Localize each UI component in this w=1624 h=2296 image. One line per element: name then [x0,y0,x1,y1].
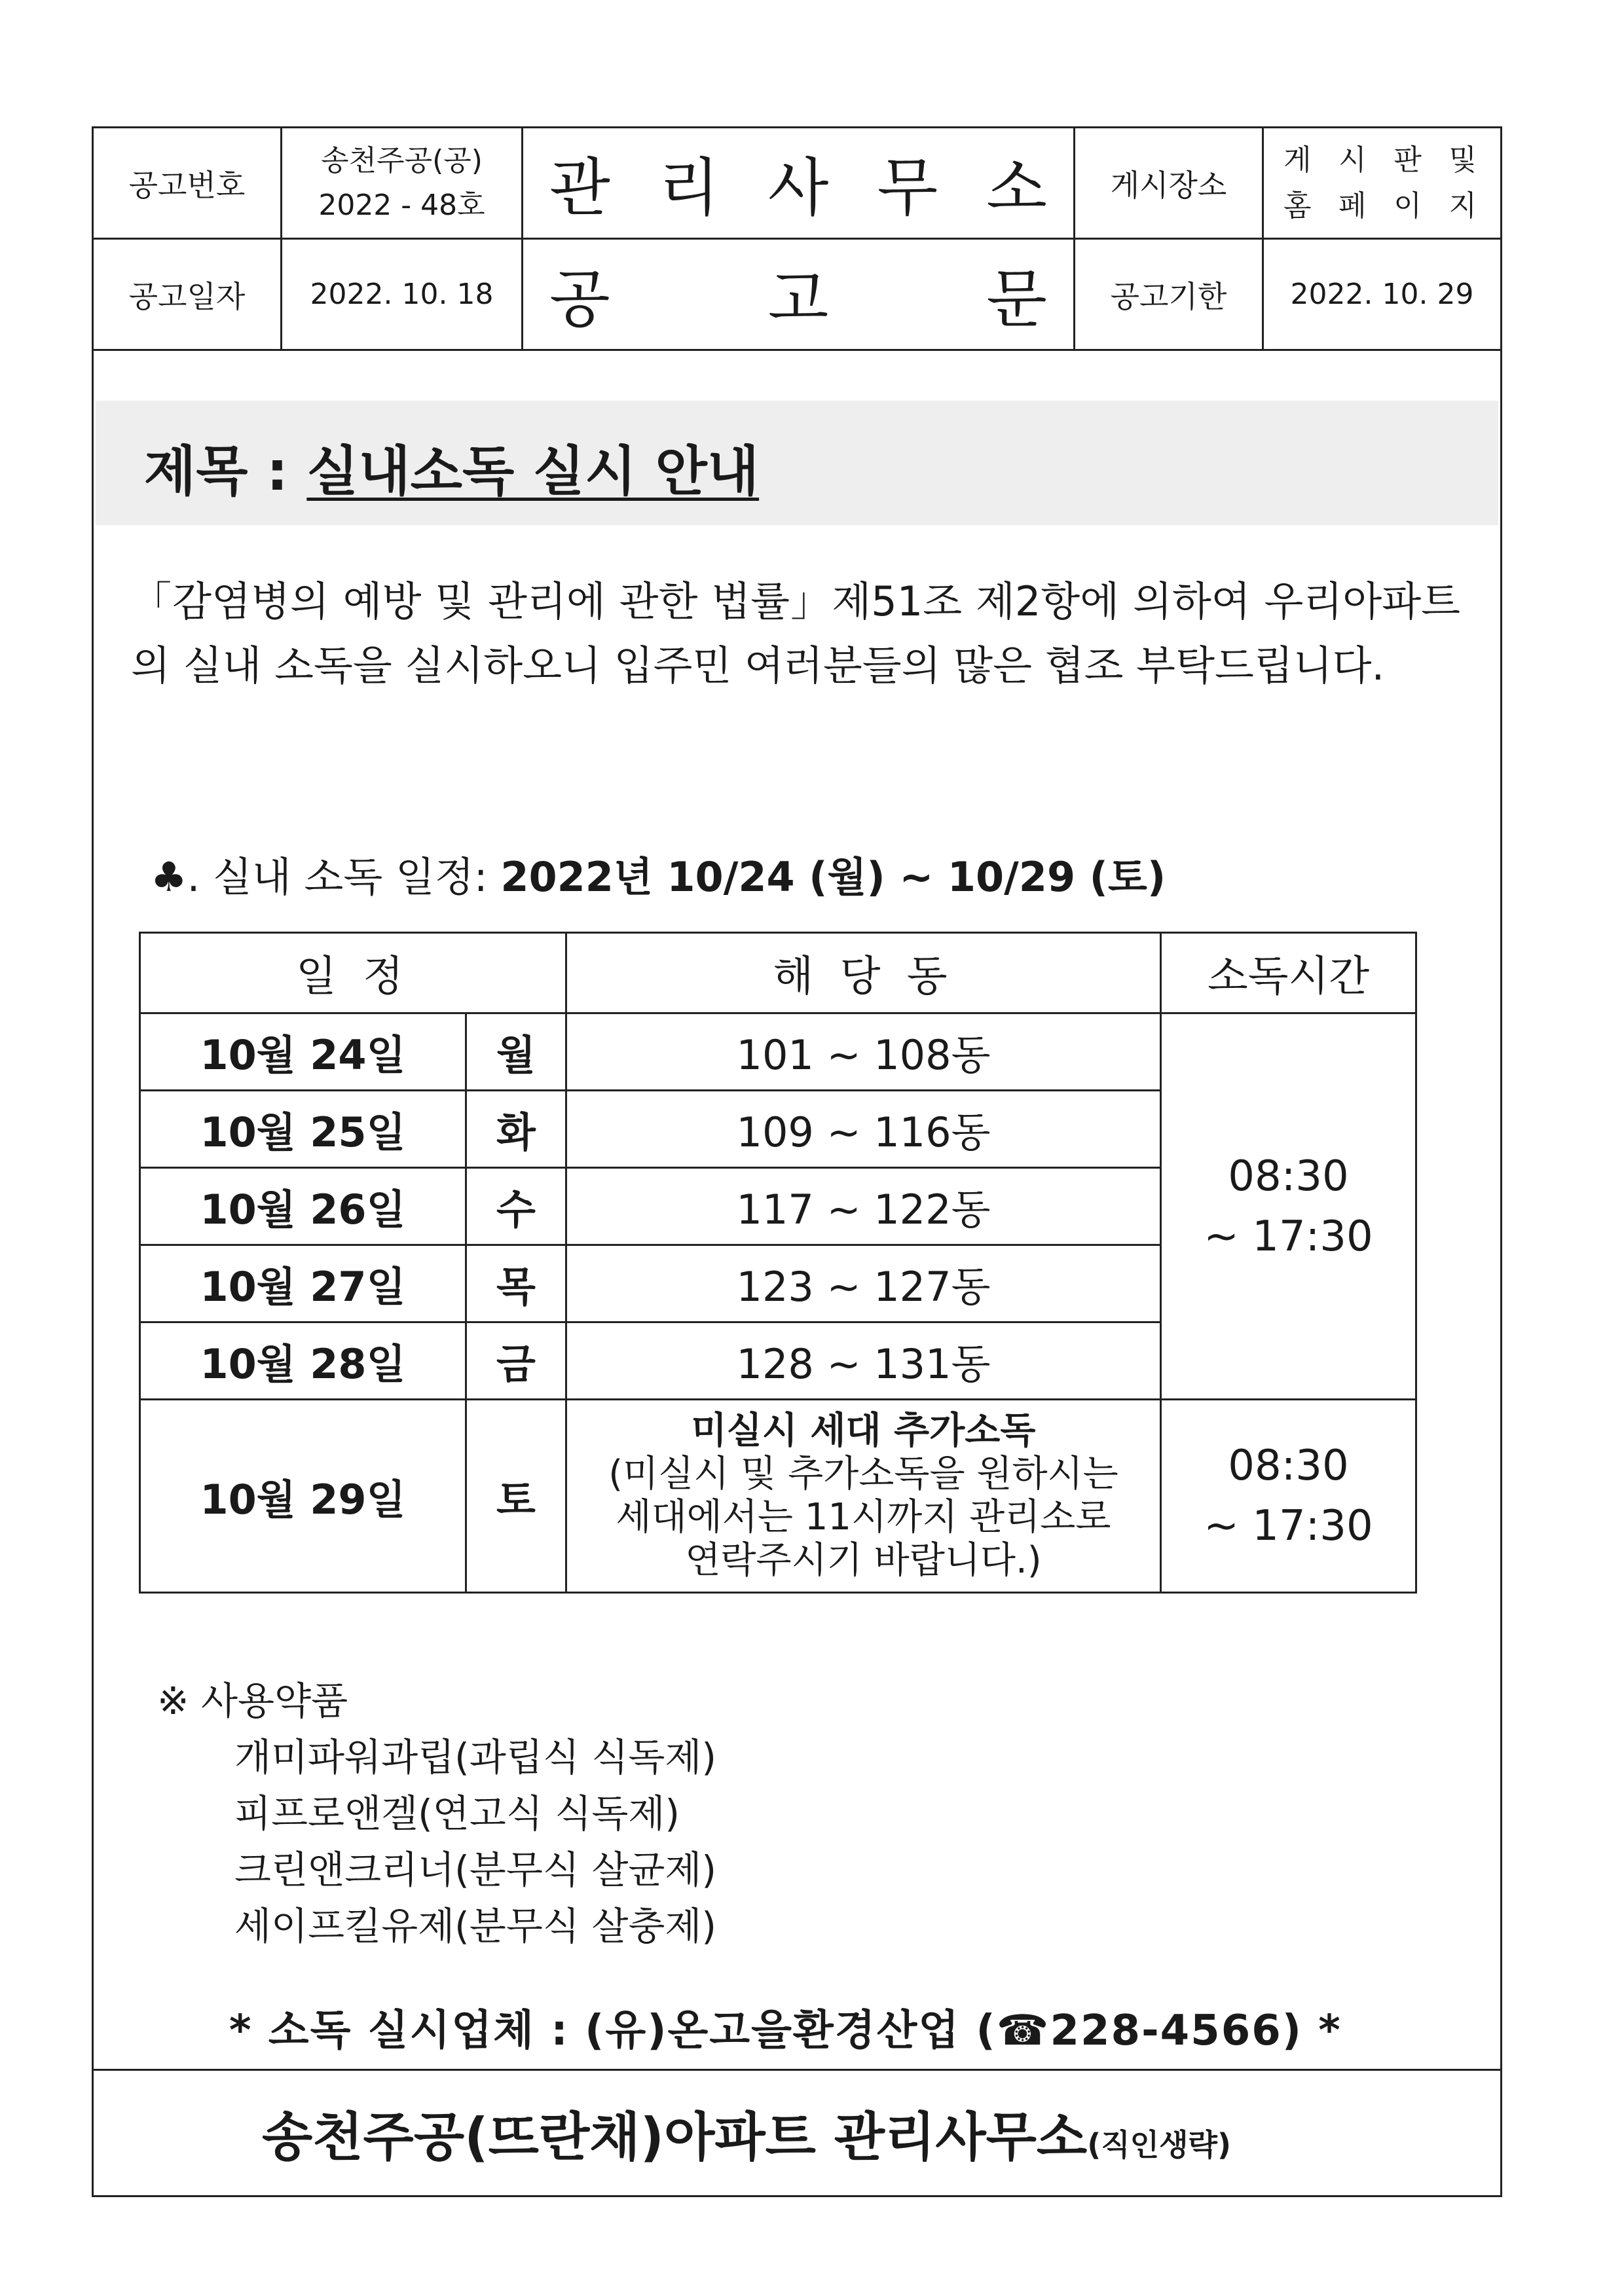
notice-no-label: 공고번호 [93,128,282,239]
notice-header-table [92,126,1502,351]
notice-date-value: 2022. 10. 18 [282,239,523,350]
row-date: 10월 24일 [140,1013,466,1091]
col-header-buildings: 해 당 동 [566,933,1161,1013]
post-place-label: 게시장소 [1075,128,1263,239]
chemical-item: 크린앤크리너(분무식 살균제) [234,1848,717,1892]
office-title: 관 리 사 무 소 [523,128,1075,239]
post-place-value [1263,128,1502,239]
chemicals-heading: ※ 사용약품 [157,1679,348,1723]
table-row [140,1013,1416,1091]
chemical-item: 세이프킬유제(분무식 살충제) [234,1904,717,1948]
body-paragraph: 「감염병의 예방 및 관리에 관한 법률」제51조 제2항에 의하여 우리아파트의 실내 소독을 실시하오니 입주민 여러분들의 많은 협조 부탁드립니다. [131,577,1460,689]
schedule-heading [151,845,1166,903]
vendor-line: * 소독 실시업체 : (유)온고을환경산업 (☎228-4566) * [229,2007,1342,2055]
chemical-item: 개미파워과립(과립식 식독제) [234,1735,717,1779]
row-day: 월 [466,1013,566,1091]
subject-heading [144,429,759,505]
col-header-time: 소독시간 [1161,933,1416,1013]
office-signature [262,2095,1231,2170]
row-buildings: 123 ~ 127동 [566,1245,1161,1322]
subject-title: 실내소독 실시 안내 [306,441,760,503]
post-place-line-2: 홈 페 이 지 [1283,189,1481,223]
footer-divider [92,2069,1502,2071]
time-cell-saturday [1161,1400,1416,1593]
row-note [566,1400,1161,1593]
note-line-3: 연락주시기 바랍니다.) [685,1539,1042,1582]
row-buildings: 109 ~ 116동 [566,1091,1161,1168]
subject-prefix: 제목 : [144,441,307,503]
row-day: 토 [466,1400,566,1593]
time-end: ~ 17:30 [1204,1212,1373,1261]
note-line-1: (미실시 및 추가소독을 원하시는 [608,1453,1118,1495]
schedule-range: 2022년 10/24 (월) ~ 10/29 (토) [500,853,1166,901]
office-name: 송천주공(뜨란채)아파트 관리사무소 [262,2107,1088,2168]
time-start: 08:30 [1228,1152,1349,1201]
note-line-2: 세대에서는 11시까지 관리소로 [616,1496,1111,1539]
row-day: 금 [466,1322,566,1400]
row-buildings: 128 ~ 131동 [566,1322,1161,1400]
notice-title: 공 고 문 [523,239,1075,350]
notice-no-line-2: 2022 - 48호 [318,188,485,222]
note-title: 미실시 세대 추가소독 [691,1410,1036,1452]
row-day: 수 [466,1168,566,1245]
notice-no-line-1: 송천주공(공) [321,143,483,177]
row-date: 10월 28일 [140,1322,466,1400]
post-place-line-1: 게 시 판 및 [1283,143,1481,177]
row-date: 10월 29일 [140,1400,466,1593]
time-end: ~ 17:30 [1204,1502,1373,1550]
schedule-label: ♣. 실내 소독 일정: [151,853,501,901]
row-day: 화 [466,1091,566,1168]
row-buildings: 117 ~ 122동 [566,1168,1161,1245]
row-date: 10월 26일 [140,1168,466,1245]
row-day: 목 [466,1245,566,1322]
row-date: 10월 27일 [140,1245,466,1322]
row-date: 10월 25일 [140,1091,466,1168]
row-buildings: 101 ~ 108동 [566,1013,1161,1091]
notice-date-label: 공고일자 [93,239,282,350]
schedule-table [139,932,1417,1594]
chemicals-section [157,1673,716,1954]
deadline-label: 공고기한 [1075,239,1263,350]
col-header-date: 일 정 [140,933,566,1013]
table-row-saturday [140,1400,1416,1593]
deadline-value: 2022. 10. 29 [1263,239,1502,350]
time-cell-weekday [1161,1013,1416,1400]
seal-note: (직인생략) [1087,2127,1231,2162]
time-start: 08:30 [1228,1442,1349,1490]
notice-no-value [282,128,523,239]
chemical-item: 피프로앤겔(연고식 식독제) [234,1791,680,1836]
